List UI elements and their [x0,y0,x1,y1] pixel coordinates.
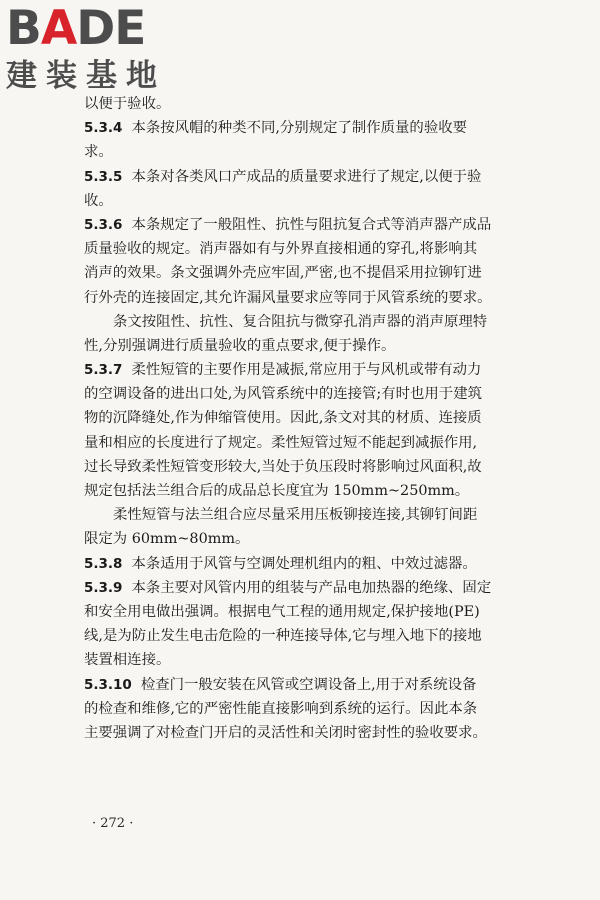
text-line [84,600,516,624]
line-text: 行外壳的连接固定,其允许漏风量要求应等同于风管系统的要求。 [84,289,492,306]
line-text: 检查门一般安装在风管或空调设备上,用于对系统设备 [140,676,477,693]
text-line [84,503,516,527]
text-line [84,140,516,164]
line-text: 条文按阻性、抗性、复合阻抗与微穿孔消声器的消声原理特 [113,313,488,330]
line-text: 的检查和维修,它的严密性能直接影响到系统的运行。因此本条 [84,700,478,717]
line-text: 线,是为防止发生电击危险的一种连接导体,它与埋入地下的接地 [84,628,482,645]
line-text: 本条对各类风口产成品的质量要求进行了规定,以便于验 [131,168,482,185]
line-text: 本条主要对风管内用的组装与产品电加热器的绝缘、固定 [131,579,492,596]
clause-number: 5.3.5 [84,168,123,185]
line-text: 装置相连接。 [84,652,171,669]
clause-number: 5.3.7 [84,362,123,379]
page-number: · 272 · [92,816,134,831]
text-line [84,92,516,116]
text-line [84,213,516,237]
line-text: 柔性短管的主要作用是减振,常应用于与风机或带有动力 [131,362,482,379]
text-line [84,479,516,503]
line-text: 求。 [84,144,113,161]
line-text: 主要强调了对检查门开启的灵活性和关闭时密封性的验收要求。 [84,724,487,741]
line-text: 性,分别强调进行质量验收的重点要求,便于操作。 [84,337,396,354]
text-line [84,189,516,213]
line-text: 收。 [84,192,113,209]
text-line [84,261,516,285]
text-line [84,648,516,672]
text-line [84,527,516,551]
line-text: 质量验收的规定。消声器如有与外界直接相通的穿孔,将影响其 [84,241,478,258]
line-text: 本条适用于风管与空调处理机组内的粗、中效过滤器。 [131,555,477,572]
line-text: 物的沉降缝处,作为伸缩管使用。因此,条文对其的材质、连接质 [84,410,482,427]
text-line [84,431,516,455]
logo-letter-b: B [6,1,41,56]
text-line [84,310,516,334]
logo-letters-de: DE [76,1,146,56]
text-line [84,358,516,382]
text-line [84,406,516,430]
line-text: 量和相应的长度进行了规定。柔性短管过短不能起到减振作用, [84,434,478,451]
text-line [84,455,516,479]
line-text: 规定包括法兰组合后的成品总长度宜为 150mm~250mm。 [84,483,470,499]
text-line [84,697,516,721]
text-line [84,286,516,310]
line-text: 本条规定了一般阻性、抗性与阻抗复合式等消声器产成品 [131,216,492,233]
text-line [84,116,516,140]
clause-number: 5.3.6 [84,216,123,233]
logo-wordmark [6,1,181,56]
text-line [84,624,516,648]
text-line [84,552,516,576]
logo-subtitle: 建装基地 [6,58,166,94]
text-line [84,237,516,261]
text-line [84,721,516,745]
line-text: 和安全用电做出强调。根据电气工程的通用规定,保护接地(PE) [84,603,480,620]
clause-number: 5.3.9 [84,579,123,596]
line-text: 以便于验收。 [84,96,171,112]
text-line [84,165,516,189]
text-line [84,382,516,406]
line-text: 消声的效果。条文强调外壳应牢固,严密,也不提倡采用拉铆钉进 [84,265,482,282]
logo-letter-a: A [40,1,77,56]
line-text: 柔性短管与法兰组合应尽量采用压板铆接连接,其铆钉间距 [113,507,478,524]
line-text: 限定为 60mm~80mm。 [84,531,250,548]
clause-number: 5.3.4 [84,120,123,137]
line-text: 过长导致柔性短管变形较大,当处于负压段时将影响过风面积,故 [84,458,482,475]
text-line [84,576,516,600]
line-text: 的空调设备的进出口处,为风管系统中的连接管;有时也用于建筑 [84,386,482,403]
text-line [84,673,516,697]
document-body [84,92,516,745]
line-text: 本条按风帽的种类不同,分别规定了制作质量的验收要 [131,120,467,137]
brand-logo [6,1,181,96]
text-line [84,334,516,358]
clause-number: 5.3.8 [84,555,123,572]
clause-number: 5.3.10 [84,676,132,693]
